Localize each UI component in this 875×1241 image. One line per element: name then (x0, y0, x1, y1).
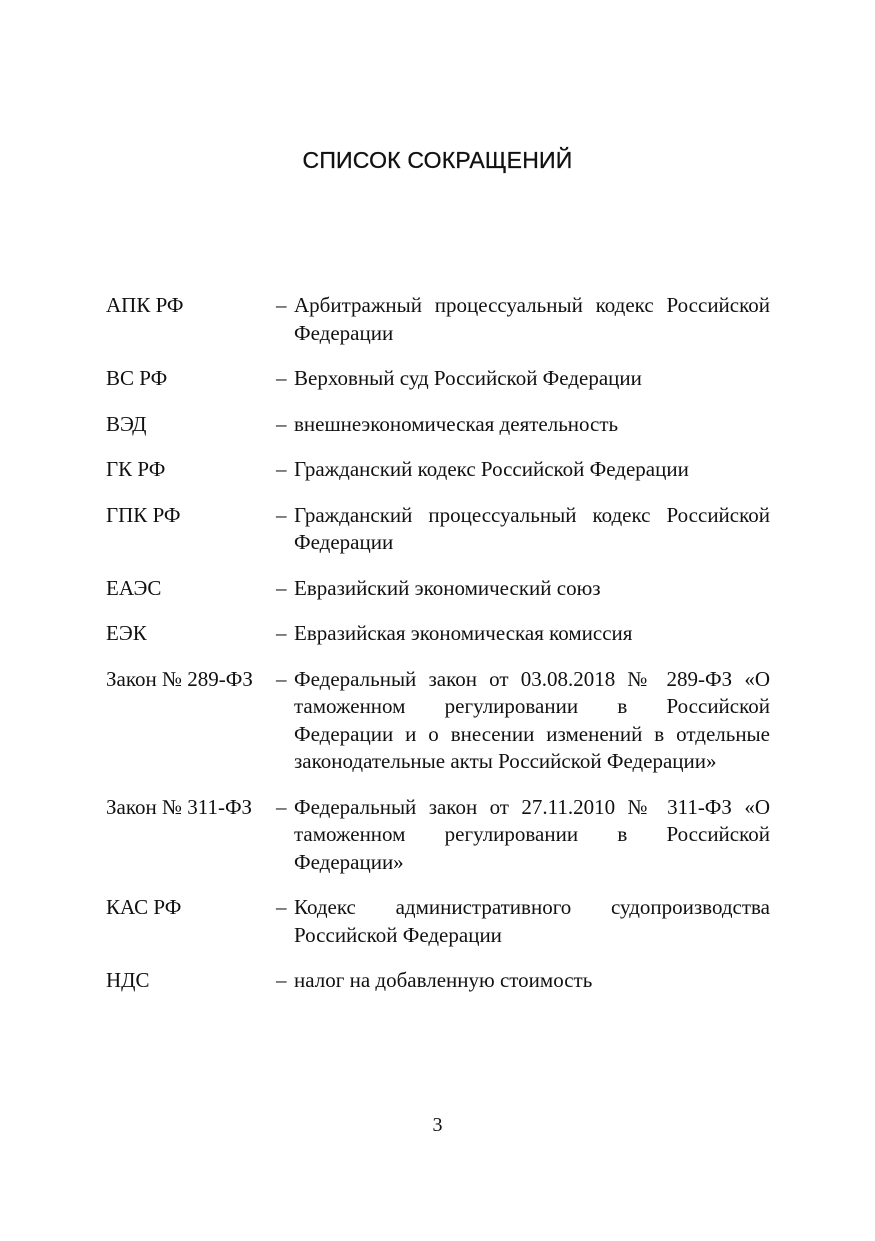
abbreviation-definition: Гражданский процессуальный кодекс Российской Федерации (294, 502, 770, 554)
dash-separator: – (276, 621, 287, 645)
dash-separator: – (276, 366, 287, 390)
list-item (106, 292, 770, 347)
abbreviation-term: КАС РФ (106, 895, 182, 919)
abbreviation-term: Закон № 289-ФЗ (106, 666, 253, 691)
dash-separator: – (276, 895, 287, 919)
dash-separator: – (276, 968, 287, 992)
abbreviation-definition: Кодекс административного судопроизводства Российской Федерации (294, 895, 770, 947)
abbreviation-definition: Верховный суд Российской Федерации (294, 366, 642, 390)
abbreviation-definition: Евразийский экономический союз (294, 575, 601, 600)
page-number: 3 (432, 1114, 443, 1136)
dash-separator: – (276, 666, 287, 691)
abbreviation-term: АПК РФ (106, 293, 184, 317)
abbreviation-term: НДС (106, 968, 150, 992)
abbreviation-term: ЕЭК (106, 621, 147, 645)
dash-separator: – (276, 293, 287, 317)
list-item (106, 411, 770, 439)
dash-separator: – (276, 575, 287, 600)
abbreviation-definition: Федеральный закон от 27.11.2010 № 311-ФЗ «О таможенном регулировании в Российской Федерации» (294, 794, 770, 874)
list-item (106, 666, 770, 776)
abbreviation-term: ВЭД (106, 411, 147, 436)
abbreviation-definition: Гражданский кодекс Российской Федерации (294, 457, 689, 481)
dash-separator: – (276, 411, 287, 436)
list-item (106, 365, 770, 393)
abbreviation-term: ЕАЭС (106, 575, 162, 600)
list-item (106, 575, 770, 603)
abbreviation-term: Закон № 311-ФЗ (106, 794, 253, 819)
abbreviation-definition: налог на добавленную стоимость (294, 968, 593, 992)
abbreviation-term: ГК РФ (106, 457, 166, 481)
page-title: СПИСОК СОКРАЩЕНИЙ (302, 147, 573, 173)
dash-separator: – (276, 794, 287, 819)
abbreviation-definition: Федеральный закон от 03.08.2018 № 289-ФЗ «О таможенном регулировании в Российской Федерации и о внесении изменений в отдельные законодательные акты Российской Федерации» (294, 666, 770, 773)
list-item (106, 620, 770, 648)
dash-separator: – (276, 457, 287, 481)
list-item (106, 456, 770, 484)
abbreviation-definition: Евразийская экономическая комиссия (294, 621, 633, 645)
abbreviation-term: ГПК РФ (106, 502, 181, 527)
list-item (106, 794, 770, 877)
abbreviation-definition: Арбитражный процессуальный кодекс Российской Федерации (294, 293, 770, 345)
abbreviation-definition: внешнеэкономическая деятельность (294, 411, 619, 436)
abbreviation-list (106, 292, 770, 1013)
list-item (106, 502, 770, 557)
list-item (106, 894, 770, 949)
dash-separator: – (276, 502, 287, 527)
abbreviation-term: ВС РФ (106, 366, 168, 390)
list-item (106, 967, 770, 995)
